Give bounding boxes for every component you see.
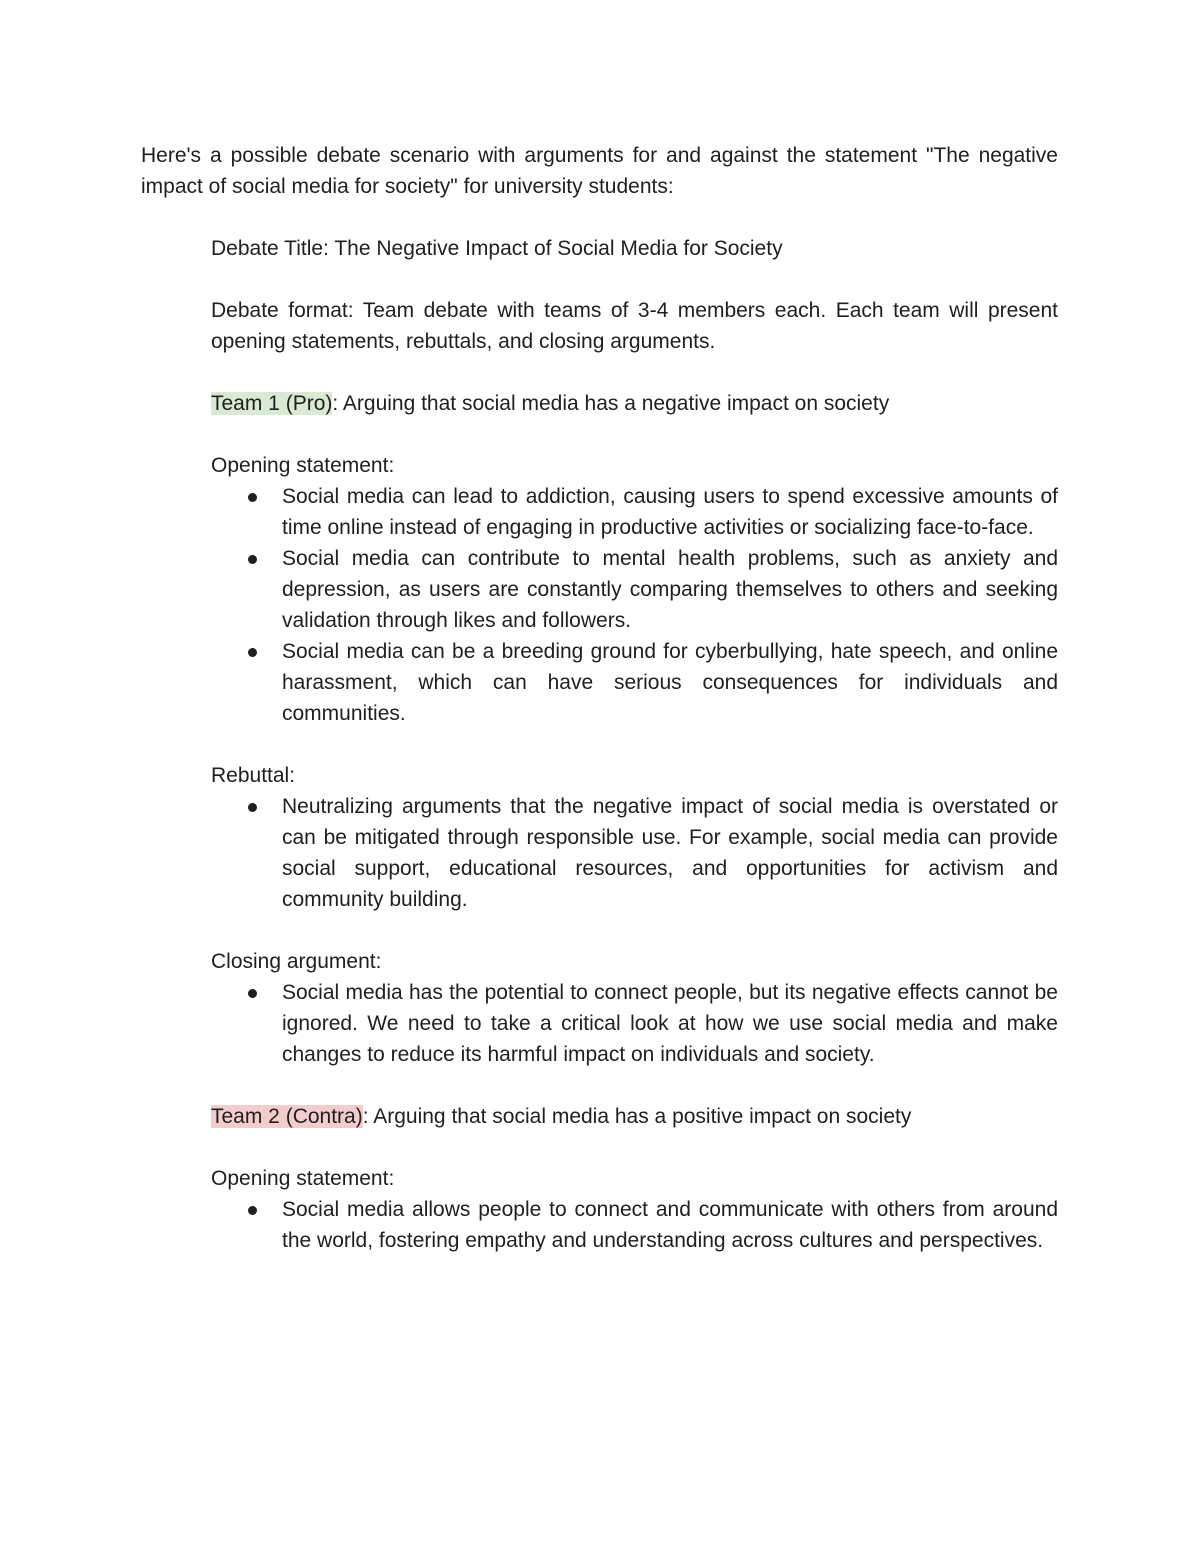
debate-format: Debate format: Team debate with teams of 3-4 members each. Each team will present opening statements, rebuttals, and closing arguments. bbox=[211, 299, 1058, 353]
team1-closing-heading: Closing argument: bbox=[211, 950, 382, 973]
bullet-icon bbox=[248, 648, 257, 657]
list-item bbox=[282, 543, 1058, 636]
intro-paragraph: Here's a possible debate scenario with arguments for and against the statement "The negative impact of social media for society" for university students: bbox=[141, 144, 1058, 198]
spacer bbox=[141, 915, 1058, 946]
team2-opening-heading: Opening statement: bbox=[211, 1167, 395, 1190]
team1-description: : Arguing that social media has a negative impact on society bbox=[332, 392, 890, 415]
list-item-text: Social media can contribute to mental health problems, such as anxiety and depression, as users are constantly comparing themselves to others and seeking validation through likes and followers. bbox=[282, 547, 1058, 632]
bullet-icon bbox=[248, 803, 257, 812]
bullet-icon bbox=[248, 493, 257, 502]
team1-rebuttal-heading: Rebuttal: bbox=[211, 764, 296, 787]
team1-closing-list bbox=[282, 977, 1058, 1070]
list-item bbox=[282, 977, 1058, 1070]
team2-heading bbox=[211, 1101, 1058, 1132]
list-item bbox=[282, 791, 1058, 915]
team2-opening-list bbox=[282, 1194, 1058, 1256]
list-item-text: Social media allows people to connect and communicate with others from around the world, fostering empathy and understanding across cultures and perspectives. bbox=[282, 1198, 1058, 1252]
list-item-text: Social media has the potential to connect people, but its negative effects cannot be ignored. We need to take a critical look at how we use social media and make changes to reduce its harmful impact on individuals and society. bbox=[282, 981, 1058, 1066]
document-body bbox=[141, 140, 1058, 1256]
team1-label: Team 1 (Pro) bbox=[211, 392, 333, 415]
list-item bbox=[282, 636, 1058, 729]
team1-heading bbox=[211, 388, 1058, 419]
list-item-text: Social media can be a breeding ground for cyberbullying, hate speech, and online harassment, which can have serious consequences for individuals and communities. bbox=[282, 640, 1058, 725]
debate-title: Debate Title: The Negative Impact of Social Media for Society bbox=[211, 237, 783, 260]
team2-description: : Arguing that social media has a positive impact on society bbox=[362, 1105, 912, 1128]
team1-opening-list bbox=[282, 481, 1058, 729]
bullet-icon bbox=[248, 1206, 257, 1215]
bullet-icon bbox=[248, 989, 257, 998]
list-item-text: Social media can lead to addiction, causing users to spend excessive amounts of time online instead of engaging in productive activities or socializing face-to-face. bbox=[282, 485, 1058, 539]
list-item bbox=[282, 481, 1058, 543]
team2-label: Team 2 (Contra) bbox=[211, 1105, 363, 1128]
team1-rebuttal-list bbox=[282, 791, 1058, 915]
spacer bbox=[141, 729, 1058, 760]
team1-opening-heading: Opening statement: bbox=[211, 454, 395, 477]
list-item bbox=[282, 1194, 1058, 1256]
bullet-icon bbox=[248, 555, 257, 564]
list-item-text: Neutralizing arguments that the negative impact of social media is overstated or can be mitigated through responsible use. For example, social media can provide social support, educational resources, and opportunities for activism and community building. bbox=[282, 795, 1058, 911]
spacer bbox=[141, 1070, 1058, 1101]
